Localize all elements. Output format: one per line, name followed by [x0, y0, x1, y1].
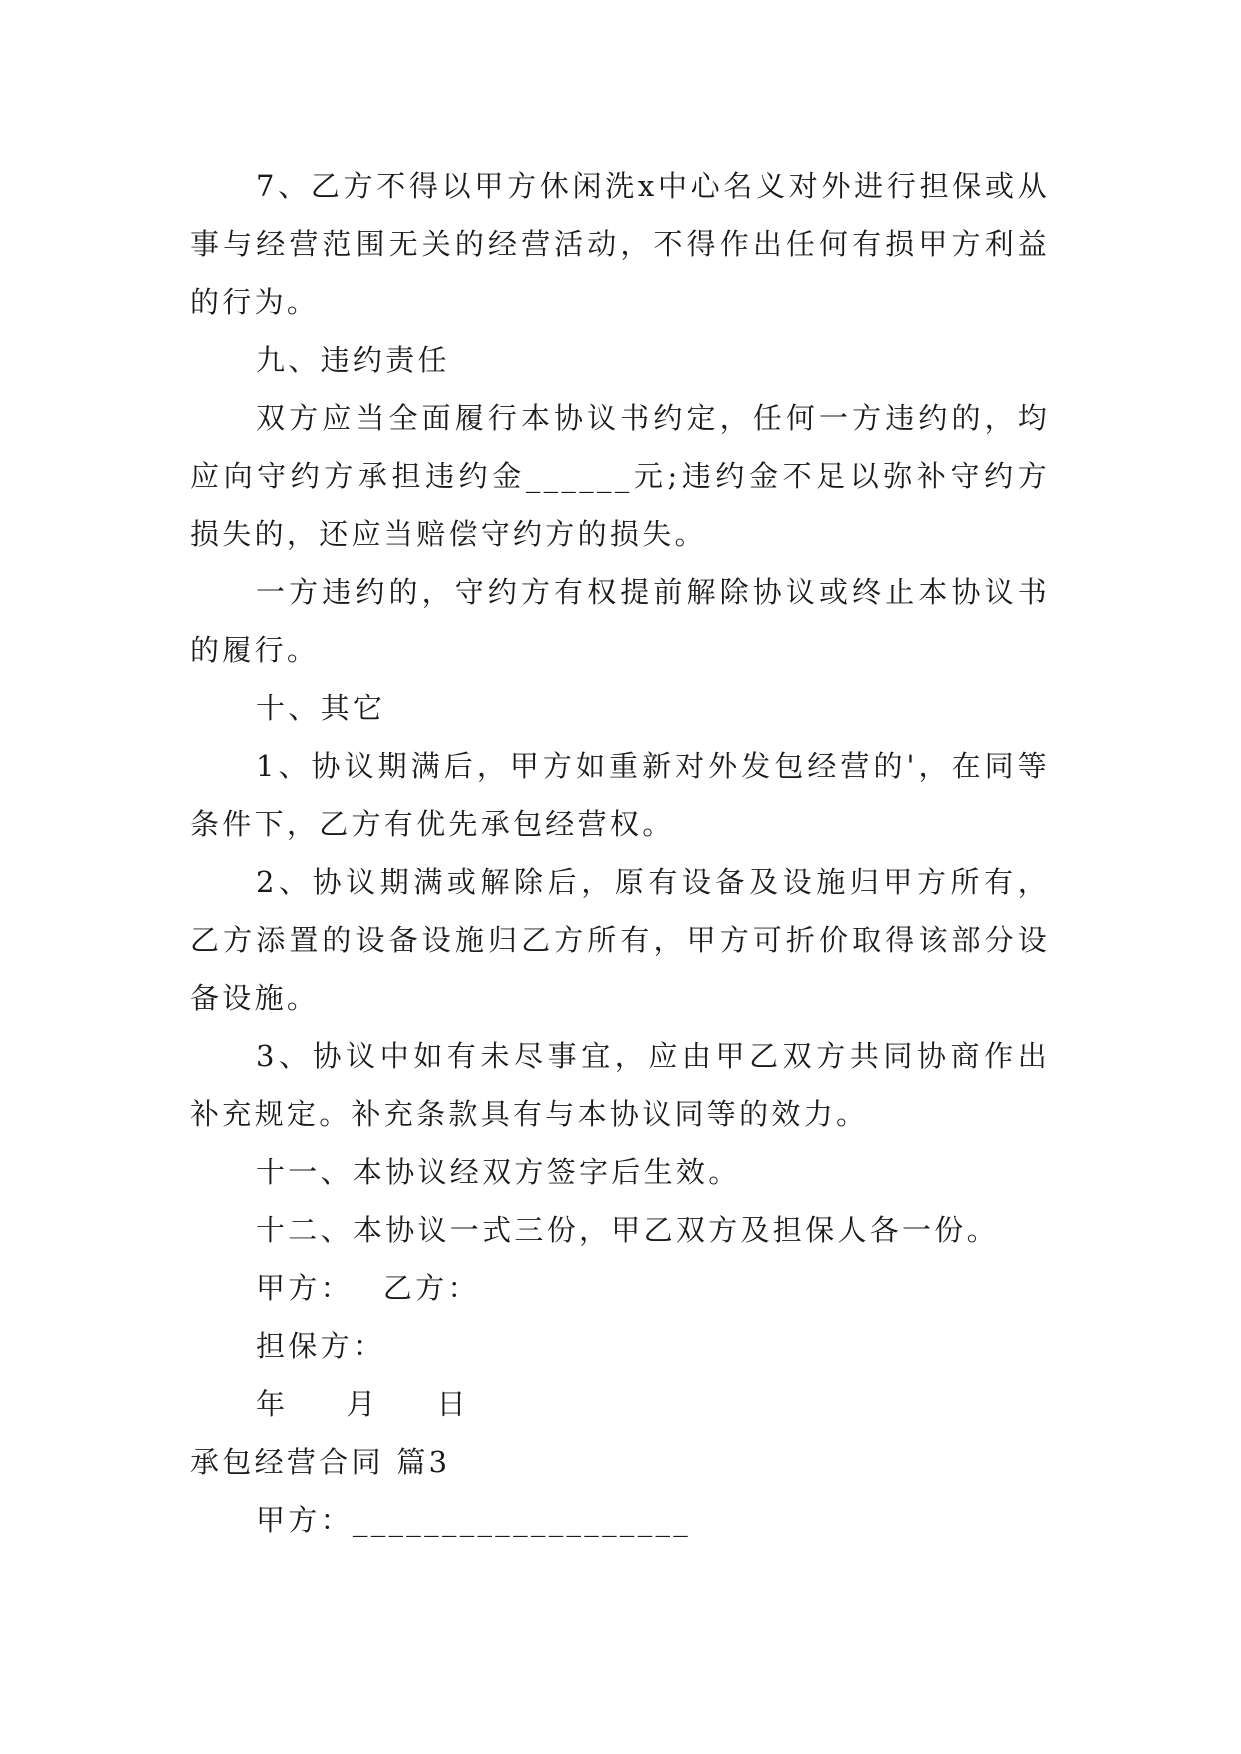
section-10-heading: 十、其它 — [256, 691, 386, 725]
document-page — [190, 157, 1050, 1549]
guarantor-label: 担保方： — [256, 1329, 386, 1363]
signature-parties-line — [190, 1259, 1050, 1317]
party-b-label: 乙方： — [382, 1271, 480, 1305]
section-9-paragraph-2: 一方违约的，守约方有权提前解除协议或终止本协议书的履行。 — [190, 575, 1050, 667]
clause-7: 7、乙方不得以甲方休闲洗x中心名义对外进行担保或从事与经营范围无关的经营活动，不得作出任何有损甲方利益的行为。 — [190, 169, 1050, 319]
day-label: 日 — [436, 1387, 469, 1421]
section-9-heading: 九、违约责任 — [256, 343, 450, 377]
section-12: 十二、本协议一式三份，甲乙双方及担保人各一份。 — [256, 1213, 999, 1247]
year-label: 年 — [256, 1387, 289, 1421]
section-11: 十一、本协议经双方签字后生效。 — [256, 1155, 741, 1189]
section-10-item-1: 1、协议期满后，甲方如重新对外发包经营的'，在同等条件下，乙方有优先承包经营权。 — [190, 749, 1050, 841]
party-a-label: 甲方： — [256, 1271, 353, 1305]
contract-3-title: 承包经营合同 篇3 — [190, 1445, 451, 1479]
month-label: 月 — [346, 1387, 379, 1421]
section-10-item-3: 3、协议中如有未尽事宜，应由甲乙双方共同协商作出补充规定。补充条款具有与本协议同等的效力。 — [190, 1039, 1050, 1131]
contract-3-party-a-line: 甲方：___________________ — [256, 1503, 692, 1537]
date-line — [190, 1375, 1050, 1433]
section-10-item-2: 2、协议期满或解除后，原有设备及设施归甲方所有，乙方添置的设备设施归乙方所有，甲方可折价取得该部分设备设施。 — [190, 865, 1050, 1015]
guarantor-line — [190, 1317, 1050, 1375]
section-9-paragraph-1: 双方应当全面履行本协议书约定，任何一方违约的，均应向守约方承担违约金______元;违约金不足以弥补守约方损失的，还应当赔偿守约方的损失。 — [190, 401, 1050, 551]
